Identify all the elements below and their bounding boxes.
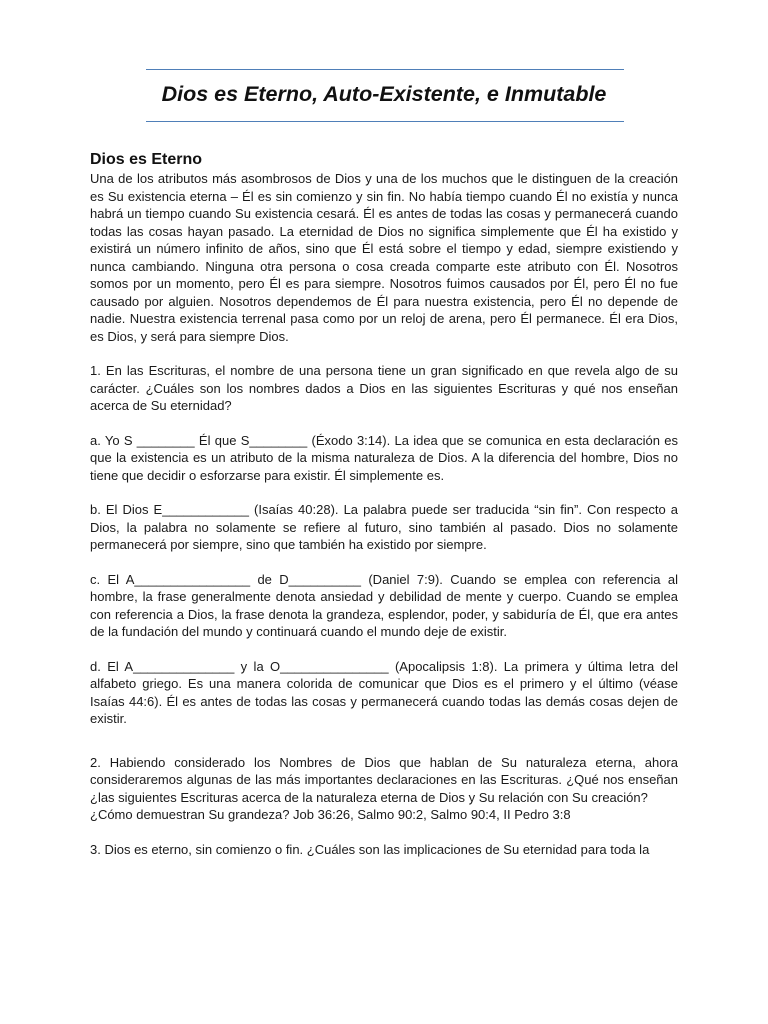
- title-bottom-rule: [146, 121, 624, 122]
- question-1d: d. El A______________ y la O_______________ (Apocalipsis 1:8). La primera y última letra del alfabeto griego. Es una manera colorida de comunicar que Dios es el primero y el último (véase Isaías 44:6). Él es antes de todas las cosas y permanecerá cuando todas las demás cosas dejen de existir.: [90, 658, 678, 726]
- question-2-line: ¿Cómo demuestran Su grandeza? Job 36:26, Salmo 90:2, Salmo 90:4, II Pedro 3:8: [90, 807, 571, 822]
- question-2: 2. Habiendo considerado los Nombres de Dios que hablan de Su naturaleza eterna, ahora consideraremos algunas de las más importantes declaraciones en las Escrituras. ¿Qué nos enseñan ¿las siguientes Escrituras acerca de la naturaleza eterna de Dios y Su relación con Su creación?: [90, 754, 678, 805]
- question-1: 1. En las Escrituras, el nombre de una persona tiene un gran significado en que revela algo de su carácter. ¿Cuáles son los nombres dados a Dios en las siguientes Escrituras y qué nos enseñan acerca de Su eternidad?: [90, 363, 678, 413]
- question-1a: a. Yo S ________ Él que S________ (Éxodo 3:14). La idea que se comunica en esta declaración es que la existencia es un atributo de la misma naturaleza de Dios. A la diferencia del hombre, Dios no tiene que decidir o esforzarse para existir. Él simplemente es.: [90, 432, 678, 483]
- question-1c: c. El A________________ de D__________ (Daniel 7:9). Cuando se emplea con referencia al hombre, la frase generalmente denota ansiedad y debilidad de mente y cuerpo. Cuando se emplea con referencia a Dios, la frase denota la grandeza, esplendor, poder, y sabiduría de Él, que era antes de la fundación del mundo y continuará cuando el mundo deje de existir.: [90, 571, 678, 639]
- document-title: Dios es Eterno, Auto-Existente, e Inmutable: [161, 82, 607, 106]
- section-heading: Dios es Eterno: [90, 151, 203, 168]
- intro-paragraph: Una de los atributos más asombrosos de Dios y una de los muchos que le distinguen de la creación es Su existencia eterna – Él es sin comienzo y sin fin. No había tiempo cuando Él no existía y nunca habrá un tiempo cuando Su existencia cesará. Él es antes de todas las cosas y permanecerá cuando todas las cosas hayan pasado. La eternidad de Dios no significa simplemente que Él ha existido y existirá un número infinito de años, sino que Él está sobre el tiempo y edad, siempre existiendo y nunca cambiando. Ninguna otra persona o cosa creada comparte este atributo con Él. Nosotros somos por un momento, pero Él es para siempre. Nosotros fuimos causados por Él, pero Él no fue causado por alguien. Nosotros dependemos de Él para nuestra existencia, pero Él no depende de nadie. Nuestra existencia terrenal pasa como por un reloj de arena, pero Él permanece. Él era Dios, es Dios, y será para siempre Dios.: [90, 171, 678, 344]
- document-body: [90, 150, 678, 858]
- question-1b: b. El Dios E____________ (Isaías 40:28). La palabra puede ser traducida “sin fin”. Con respecto a Dios, la palabra no solamente se refiere al futuro, sino también al pasado. Dios no solamente permanecerá por siempre, sino que también ha existido por siempre.: [90, 502, 678, 552]
- question-3: 3. Dios es eterno, sin comienzo o fin. ¿Cuáles son las implicaciones de Su eternidad para toda la: [90, 841, 650, 857]
- title-top-rule: [146, 69, 624, 70]
